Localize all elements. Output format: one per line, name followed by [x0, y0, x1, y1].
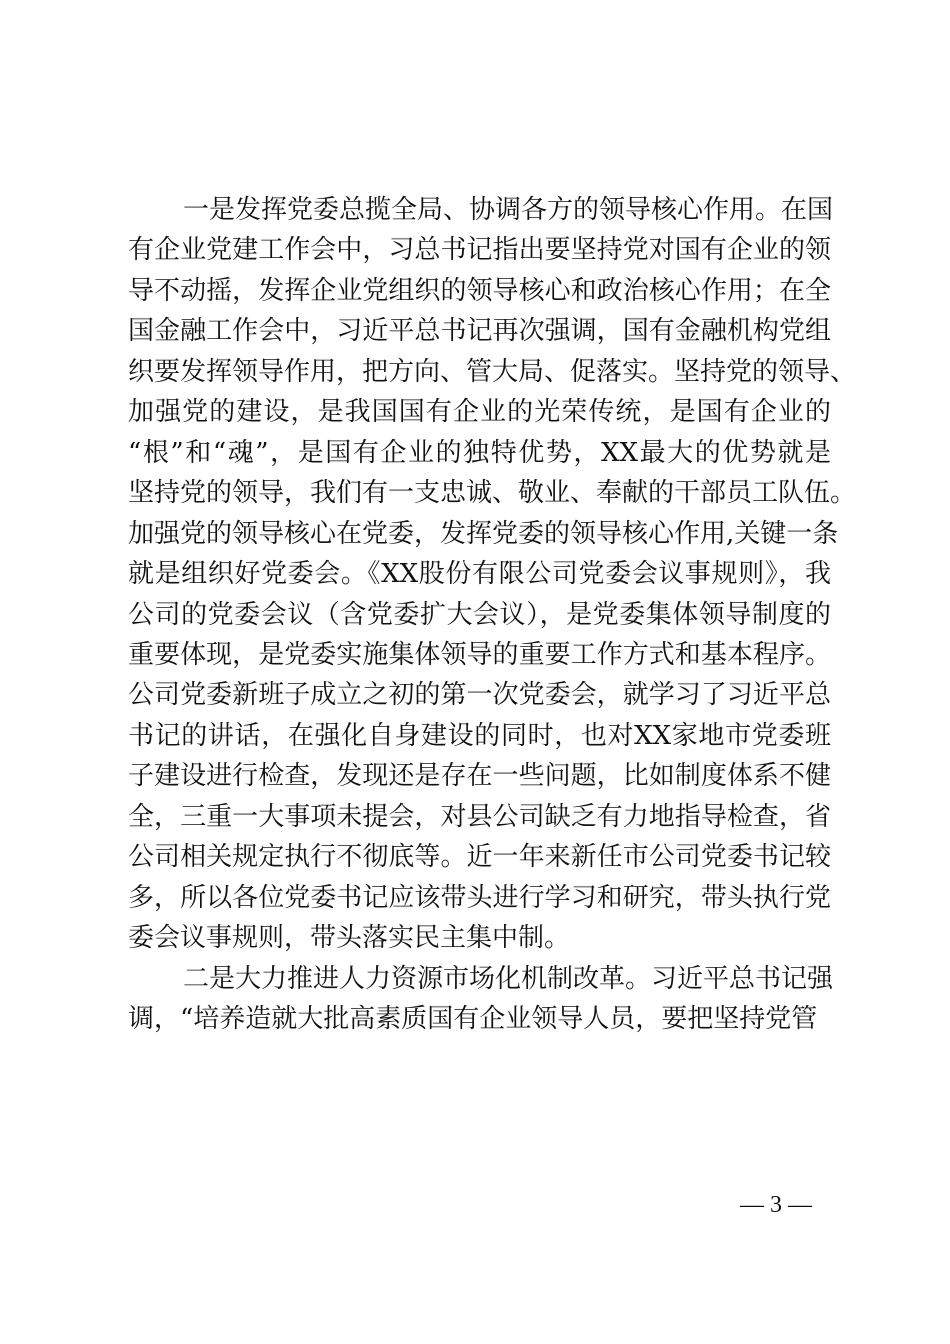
body-text-line: 就是组织好党委会。《XX股份有限公司党委会议事规则》，我 [128, 559, 831, 590]
body-text-line: 书记的讲话，在强化自身建设的同时，也对XX家地市党委班 [128, 720, 831, 751]
body-text-line: 公司的党委会议（含党委扩大会议），是党委集体领导制度的 [128, 599, 831, 630]
body-text-line: 全，三重一大事项未提会，对县公司缺乏有力地指导检查，省 [128, 801, 831, 832]
body-text-line: “根”和“魂”，是国有企业的独特优势，XX最大的优势就是 [128, 437, 831, 468]
body-text-line: 有企业党建工作会中，习总书记指出要坚持党对国有企业的领 [128, 235, 831, 266]
body-text-line: 国金融工作会中，习近平总书记再次强调，国有金融机构党组 [128, 316, 831, 347]
body-text-line: 调，“培养造就大批高素质国有企业领导人员，要把坚持党管 [128, 1004, 818, 1034]
body-text-line: 织要发挥领导作用，把方向、管大局、促落实。坚持党的领导、 [128, 356, 857, 387]
body-text-line: 导不动摇，发挥企业党组织的领导核心和政治核心作用；在全 [128, 275, 831, 306]
page-number: — 3 — [740, 1192, 812, 1218]
body-text-line: 加强党的建设，是我国国有企业的光荣传统，是国有企业的 [128, 397, 831, 428]
body-text-line: 公司党委新班子成立之初的第一次党委会，就学习了习近平总 [128, 680, 831, 711]
body-text-line: 公司相关规定执行不彻底等。近一年来新任市公司党委书记较 [128, 842, 831, 873]
body-text-line: 坚持党的领导，我们有一支忠诚、敬业、奉献的干部员工队伍。 [128, 478, 857, 509]
body-text-line: 重要体现，是党委实施集体领导的重要工作方式和基本程序。 [128, 639, 831, 670]
body-text-line: 加强党的领导核心在党委，发挥党委的领导核心作用,关键一条 [128, 518, 839, 549]
body-text-line: 多，所以各位党委书记应该带头进行学习和研究，带头执行党 [128, 882, 831, 913]
body-text-line: 一是发挥党委总揽全局、协调各方的领导核心作用。在国 [183, 195, 834, 225]
body-text-line: 子建设进行检查，发现还是存在一些问题，比如制度体系不健 [128, 761, 831, 792]
body-text-line: 委会议事规则，带头落实民主集中制。 [128, 923, 571, 954]
body-text-line: 二是大力推进人力资源市场化机制改革。习近平总书记强 [183, 963, 834, 994]
